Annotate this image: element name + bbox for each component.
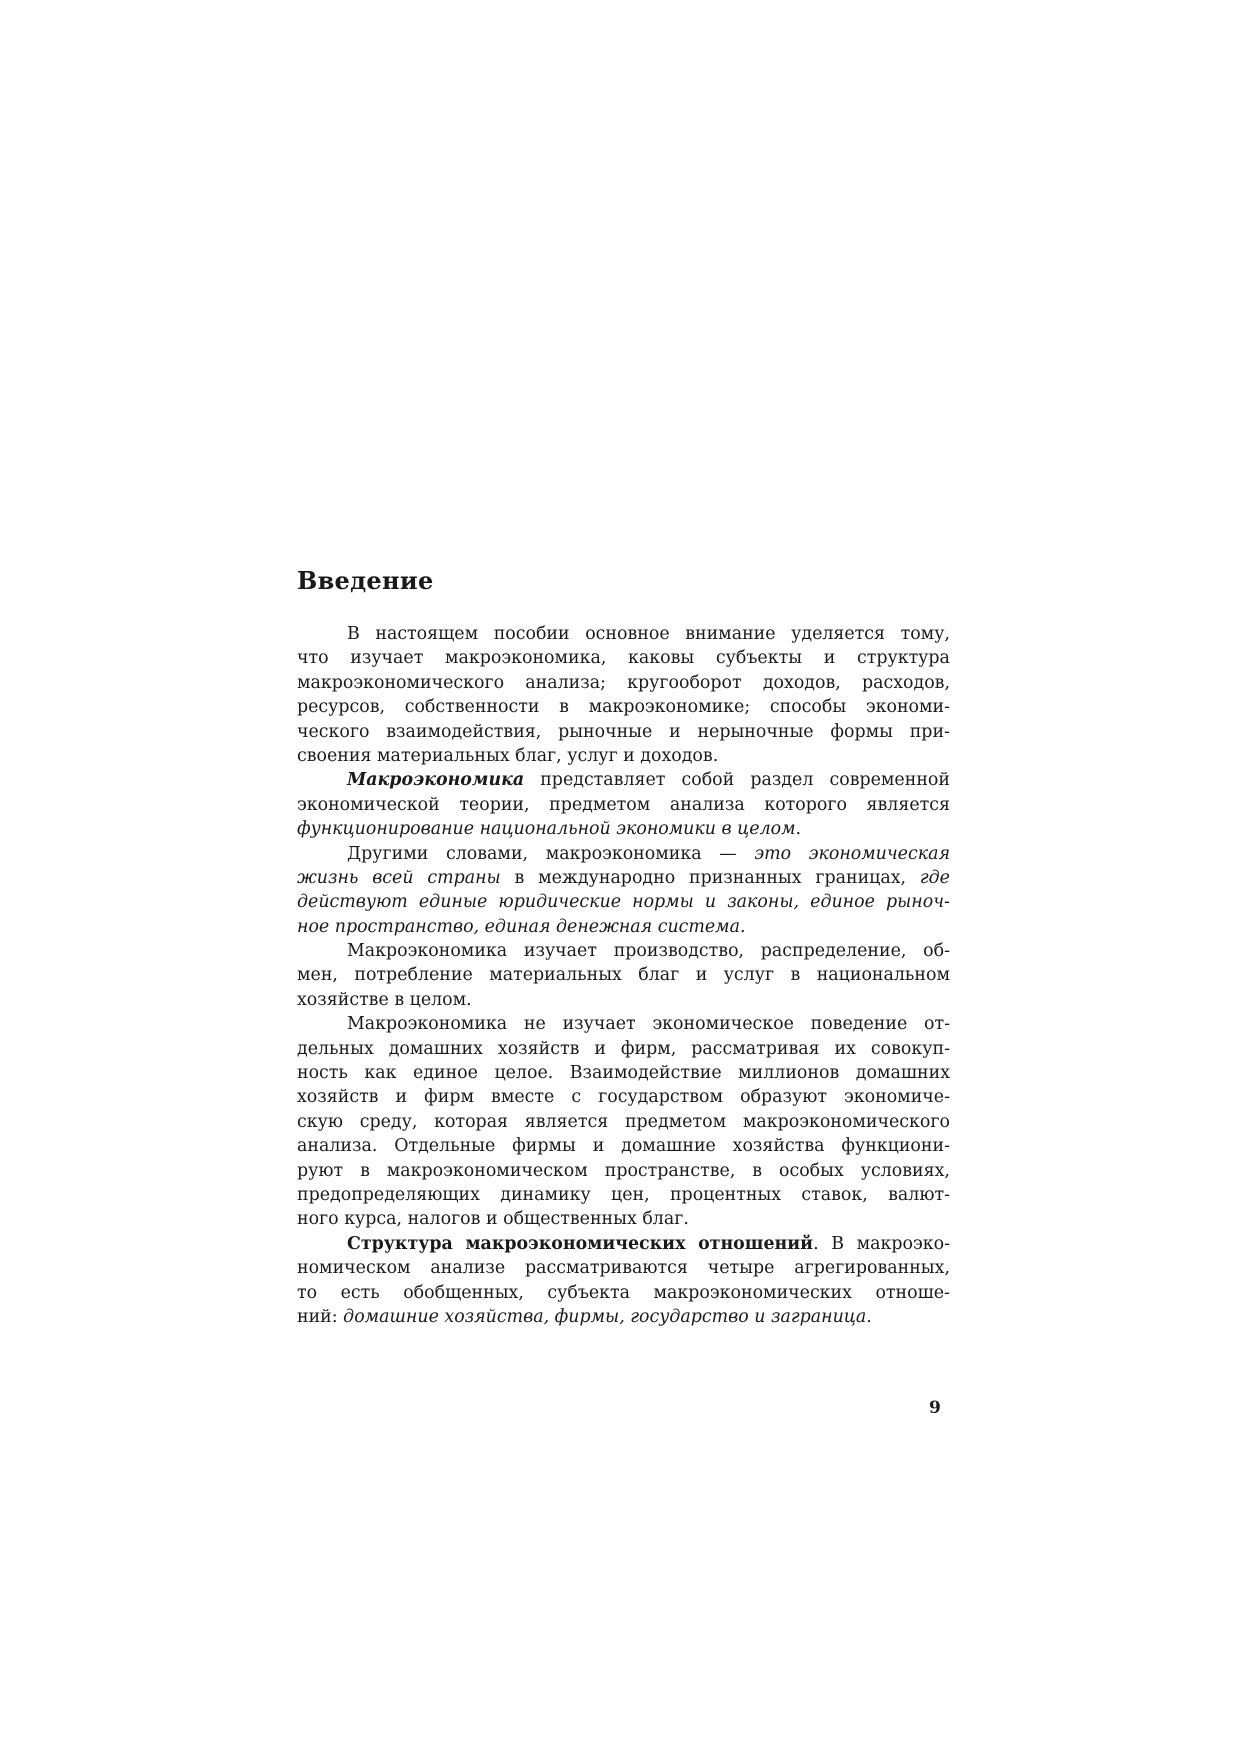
body-text [297,622,950,1329]
paragraph-p5 [297,1012,950,1232]
text-line: предопределяющих динамику цен, процентных ставок, валют- [297,1184,950,1205]
text-line: ное пространство, единая денежная система. [297,916,746,937]
text-line: хозяйстве в целом. [297,989,472,1010]
text-line: хозяйств и фирм вместе с государством образуют экономиче- [297,1087,950,1108]
paragraph-p1 [297,622,950,768]
text-line: анализа. Отдельные фирмы и домашние хозяйства функциони- [297,1136,950,1157]
paragraph-p6 [297,1232,950,1330]
paragraph-p4 [297,939,950,1012]
text-line: Макроэкономика не изучает экономическое поведение от- [347,1014,950,1035]
text-line: скую среду, которая является предметом макроэкономического [297,1111,950,1132]
text-line: функционирование национальной экономики в целом. [297,819,802,840]
text-line: то есть обобщенных, субъекта макроэкономических отноше- [297,1282,950,1303]
text-line: экономической теории, предметом анализа которого является [297,794,950,815]
text-line: ного курса, налогов и общественных благ. [297,1209,689,1230]
text-line: номическом анализе рассматриваются четыре агрегированных, [297,1258,950,1279]
text-line: мен, потребление материальных благ и услуг в национальном [297,965,950,986]
text-line: Другими словами, макроэкономика — это экономическая [347,843,950,864]
text-line: ресурсов, собственности в макроэкономике; способы экономи- [297,697,950,718]
paragraph-p3 [297,842,950,940]
page-content [297,565,950,1329]
chapter-heading: Введение [297,566,434,595]
text-line: ность как единое целое. Взаимодействие миллионов домашних [297,1063,950,1084]
text-line: дельных домашних хозяйств и фирм, рассматривая их совокуп- [297,1038,950,1059]
text-line: В настоящем пособии основное внимание уделяется тому, [347,624,950,644]
text-line: жизнь всей страны в международно признанных границах, где [297,867,950,888]
text-line: действуют единые юридические нормы и законы, единое рыноч- [297,892,950,913]
text-line: макроэкономического анализа; кругооборот доходов, расходов, [297,672,950,693]
text-line: своения материальных благ, услуг и доходов. [297,745,719,766]
text-line: что изучает макроэкономика, каковы субъекты и структура [297,648,950,669]
paragraph-p2 [297,768,950,841]
text-line: Макроэкономика изучает производство, распределение, об- [347,941,950,962]
text-line: ний: домашние хозяйства, фирмы, государство и заграница. [297,1306,872,1327]
page-number: 9 [929,1398,941,1418]
text-line: Структура макроэкономических отношений. В макроэко- [347,1233,950,1254]
text-line: руют в макроэкономическом пространстве, в особых условиях, [297,1160,950,1181]
text-line: Макроэкономика представляет собой раздел современной [347,770,950,791]
text-line: ческого взаимодействия, рыночные и нерыночные формы при- [297,721,950,742]
